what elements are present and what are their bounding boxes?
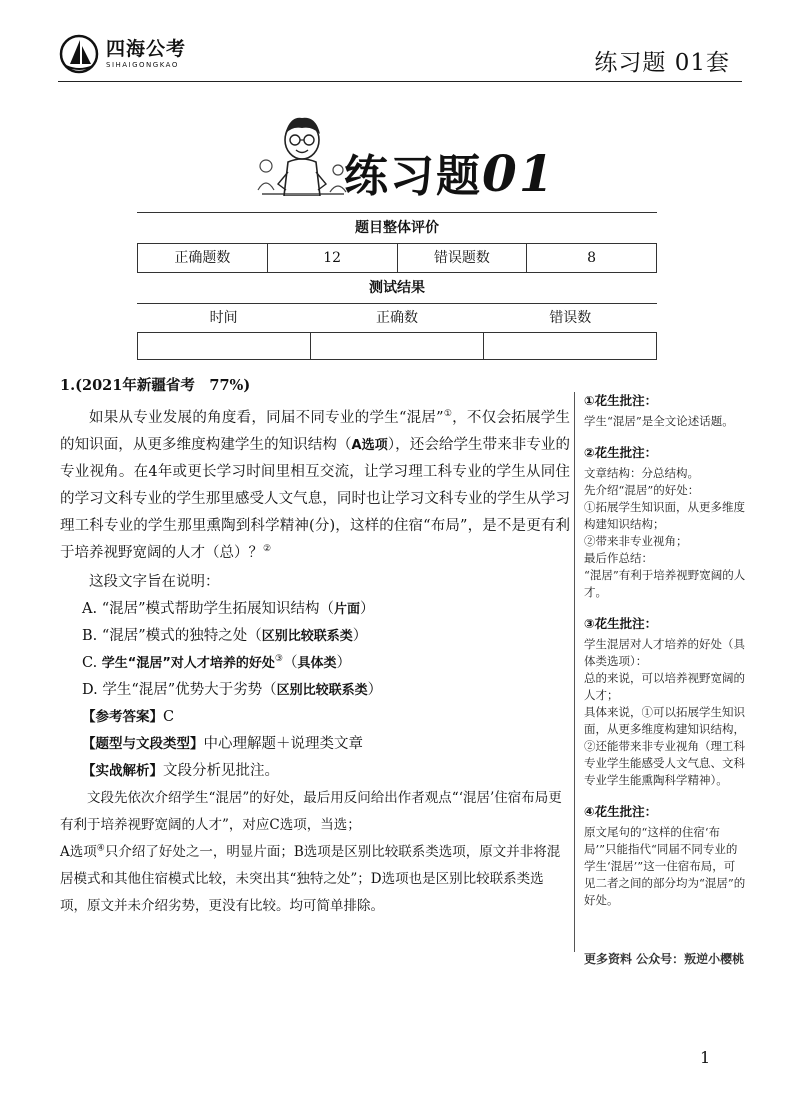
option-open: （ <box>282 655 298 671</box>
note-line: “混居”有利于培养视野宽阔的人才。 <box>584 568 746 599</box>
wrong-count-label: 错误题数 <box>398 244 528 272</box>
note-line: 学生“混居”是全文论述话题。 <box>584 414 734 428</box>
correct-count-label: 正确题数 <box>138 244 268 272</box>
explanation-paragraph-1: 文段先依次介绍学生“混居”的好处，最后用反问给出作者观点“‘混居’住宿布局更有利于培养视野宽阔的人才”，对应C选项，当选； <box>60 790 562 833</box>
option-letter: C. <box>82 655 98 671</box>
type-tag: 【题型与文段类型】 <box>82 736 204 752</box>
option-a[interactable] <box>60 596 570 623</box>
type-value: 中心理解题＋说理类文章 <box>203 736 363 752</box>
note-line: ②带来非专业视角； <box>584 534 688 548</box>
option-text: 学生“混居”优势大于劣势（ <box>102 682 277 698</box>
option-close: ） <box>360 601 375 617</box>
annotation-mark-1: ① <box>443 409 453 420</box>
promo-text: 更多资料 公众号：叛逆小樱桃 <box>584 952 745 966</box>
note-title: ①花生批注： <box>584 393 658 408</box>
option-close: ） <box>336 655 351 671</box>
note-title: ②花生批注： <box>584 445 658 460</box>
answer-value: C <box>163 709 175 725</box>
analysis-line <box>60 758 570 785</box>
result-header-row <box>137 303 657 332</box>
mascot-illustration <box>254 110 350 196</box>
passage-part-3: ），还会给学生带来非专业的专业视角。在4年或更长学习时间里相互交流，让学习理工科专业的学生从同住的学习文科专业的学生那里感受人文气息，同时也让学习文科专业的学生从学习理工科专业的学生那里熏陶到科学精神(分)，这样的住宿“布局”，是不是更有利于培养视野宽阔的人才（总）？ <box>60 437 571 561</box>
time-cell[interactable] <box>138 333 311 359</box>
note-line: 总的来说，可以培养视野宽阔的人才； <box>584 671 745 702</box>
annotation-note-3 <box>584 615 746 789</box>
option-b[interactable] <box>60 623 570 650</box>
question-number: 1. <box>60 377 76 394</box>
option-text: “混居”模式的独特之处（ <box>101 628 262 644</box>
brand-pinyin: SIHAIGONGKAO <box>106 60 179 69</box>
explanation-paragraph-2 <box>60 839 570 920</box>
time-header: 时间 <box>209 310 238 326</box>
option-tag: 具体类 <box>297 656 337 671</box>
option-letter: D. <box>82 682 98 698</box>
type-line <box>60 731 570 758</box>
option-d[interactable] <box>60 677 570 704</box>
result-title: 测试结果 <box>369 280 425 296</box>
question-prompt: 这段文字旨在说明： <box>89 574 220 590</box>
passage-part-2: ，不仅会拓展学生的知识面，从更多维度构建学生的知识结构（ <box>60 410 570 453</box>
passage-option-a-mark: A选项 <box>351 438 388 453</box>
annotation-mark-2: ② <box>263 544 272 555</box>
note-line: 文章结构：分总结构。 <box>584 466 699 480</box>
correct-header: 正确数 <box>375 310 418 326</box>
brand-name: 四海公考 <box>106 37 187 60</box>
note-line: ①拓展学生知识面，从更多维度构建知识结构； <box>584 500 745 531</box>
question-passage <box>60 405 570 567</box>
page-title-number: 01 <box>482 144 556 203</box>
correct-count-value: 12 <box>268 244 398 272</box>
annotation-note-1 <box>584 392 746 430</box>
sidebar-divider <box>574 392 575 952</box>
annotation-mark-4: ④ <box>96 843 105 854</box>
correct-cell[interactable] <box>311 333 484 359</box>
option-c[interactable] <box>60 650 570 677</box>
mascot-cartoon-icon <box>254 110 350 196</box>
option-close: ） <box>367 682 383 698</box>
option-close: ） <box>352 628 368 644</box>
wrong-count-value: 8 <box>527 244 657 272</box>
scorecard-table <box>137 212 657 360</box>
page-number: 1 <box>700 1048 711 1067</box>
question-source: (2021年新疆省考 77%) <box>75 377 251 394</box>
note-title: ④花生批注： <box>584 804 658 819</box>
option-text: “混居”模式帮助学生拓展知识结构（ <box>101 601 335 617</box>
header-divider <box>58 81 742 82</box>
option-letter: A. <box>82 601 98 617</box>
note-line: 学生混居对人才培养的好处（具体类选项）： <box>584 637 745 668</box>
analysis-tag: 【实战解析】 <box>82 763 163 779</box>
note-line: 原文尾句的“这样的住宿‘布局’”只能指代“同届不同专业的学生‘混居’”这一住宿布局，可见二者之间的部分均为“混居”的好处。 <box>584 825 746 907</box>
answer-tag: 【参考答案】 <box>82 709 163 725</box>
note-line: 先介绍“混居”的好处： <box>584 483 700 497</box>
option-letter: B. <box>82 628 98 644</box>
page-title-text: 练习题 <box>344 151 482 202</box>
overall-title: 题目整体评价 <box>137 212 657 243</box>
annotation-note-4 <box>584 803 746 909</box>
wrong-header: 错误数 <box>549 310 592 326</box>
question-heading <box>60 372 570 399</box>
annotation-mark-3: ③ <box>274 654 283 665</box>
option-tag: 片面 <box>334 602 361 617</box>
explanation-option-ref: A选项 <box>60 844 97 860</box>
note-title: ③花生批注： <box>584 616 658 631</box>
analysis-value: 文段分析见批注。 <box>163 763 279 779</box>
set-label: 练习题 01套 <box>594 50 730 76</box>
answer-line <box>60 704 570 731</box>
page-title <box>344 140 556 204</box>
note-line: 具体来说，①可以拓展学生知识面，从更多维度构建知识结构，②还能带来非专业视角（理工科专业学生能感受人文气息、文科专业学生能熏陶科学精神）。 <box>584 705 745 787</box>
brand-logo <box>58 34 186 74</box>
result-input-row <box>137 332 657 360</box>
annotation-note-2 <box>584 444 746 601</box>
option-text: 学生“混居”对人才培养的好处 <box>101 656 275 671</box>
question-block <box>60 372 570 920</box>
option-tag: 区别比较联系类 <box>276 683 368 698</box>
passage-part-1: 如果从专业发展的角度看，同届不同专业的学生“混居” <box>89 410 444 426</box>
note-line: 最后作总结： <box>584 551 653 565</box>
option-tag: 区别比较联系类 <box>261 629 353 644</box>
wrong-cell[interactable] <box>484 333 657 359</box>
score-row <box>137 243 657 273</box>
annotation-sidebar <box>584 392 746 923</box>
explanation-text: 只介绍了好处之一，明显片面；B选项是区别比较联系类选项，原文并非将混居模式和其他住宿模式比较，未突出其“独特之处”；D选项也是区别比较联系类选项，原文并未介绍劣势，更没有比较。均可简单排除。 <box>60 844 561 914</box>
sailboat-logo-icon <box>58 34 100 74</box>
